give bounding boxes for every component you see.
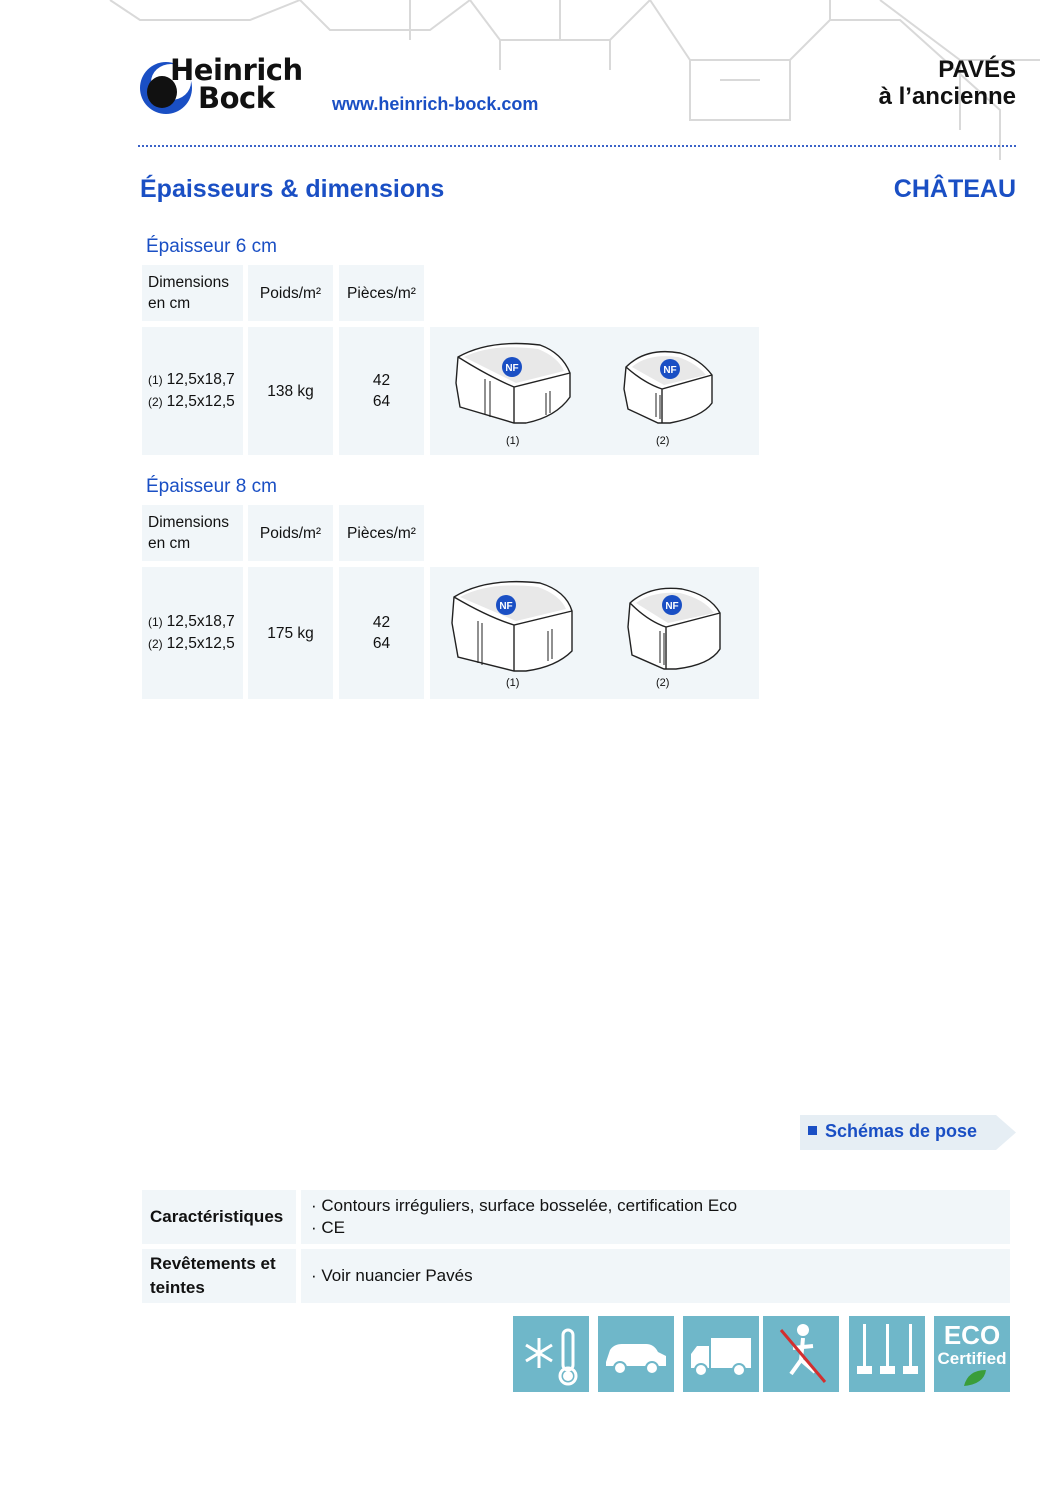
car-icon <box>598 1316 674 1392</box>
dim-value: 12,5x18,7 <box>166 613 235 630</box>
image-caption: (2) <box>656 677 670 689</box>
header-dimensions <box>142 505 243 561</box>
weight-cell: 175 kg <box>248 567 333 699</box>
weight-cell: 138 kg <box>248 327 333 455</box>
pieces-value: 42 <box>372 614 391 631</box>
header-dimensions <box>142 265 243 321</box>
product-name: CHÂTEAU <box>893 175 1016 203</box>
header-weight: Poids/m² <box>248 505 333 561</box>
dim-number: (2) <box>148 637 163 651</box>
coatings-value <box>301 1249 1010 1303</box>
square-bullet-icon <box>808 1126 817 1135</box>
pieces-value: 64 <box>372 393 391 410</box>
pieces-value: 64 <box>372 635 391 652</box>
header-weight: Poids/m² <box>248 265 333 321</box>
image-caption: (2) <box>656 435 670 447</box>
coatings-line: · Voir nuancier Pavés <box>311 1266 473 1285</box>
paver-images-cell <box>430 327 759 455</box>
pieces-value: 42 <box>372 372 391 389</box>
nf-badge-large: NF <box>505 363 519 374</box>
paver-large-icon <box>456 344 570 424</box>
header-dimensions-label: Dimensions en cm <box>148 514 229 552</box>
table-6cm-title: Épaisseur 6 cm <box>146 236 277 257</box>
paver-illustrations <box>430 567 759 699</box>
eco-badge-line2: Certified <box>937 1349 1007 1368</box>
paver-small-icon <box>624 352 712 423</box>
pose-button-text: Schémas de pose <box>825 1121 978 1141</box>
nf-badge-small: NF <box>663 365 677 376</box>
category-line2: à l’ancienne <box>878 83 1016 110</box>
image-caption: (1) <box>506 435 520 447</box>
logo-line1: Heinrich <box>170 53 303 87</box>
ce-mark: · CE <box>311 1218 345 1237</box>
nf-badge-large: NF <box>499 601 513 612</box>
dim-number: (1) <box>148 615 163 629</box>
section-title: Épaisseurs & dimensions <box>140 175 445 203</box>
paver-illustrations <box>430 327 759 455</box>
dim-value: 12,5x12,5 <box>166 635 235 652</box>
logo-line2: Bock <box>198 81 275 115</box>
coatings-label: Revêtements et teintes <box>142 1249 296 1303</box>
header-divider <box>138 145 1016 147</box>
header-pieces: Pièces/m² <box>339 265 424 321</box>
paver-small-icon <box>628 588 720 669</box>
characteristics-label: Caractéristiques <box>142 1190 296 1244</box>
cleaning-tools-icon <box>849 1316 925 1392</box>
pieces-cell <box>339 327 424 455</box>
no-pedestrian-icon <box>763 1316 839 1392</box>
schemas-de-pose-button[interactable] <box>800 1115 1016 1150</box>
dim-value: 12,5x12,5 <box>166 393 235 410</box>
eco-certified-icon <box>934 1316 1010 1392</box>
pose-button-label <box>808 1121 977 1142</box>
image-caption: (1) <box>506 677 520 689</box>
dim-value: 12,5x18,7 <box>166 371 235 388</box>
website-link[interactable]: www.heinrich-bock.com <box>332 94 539 114</box>
nf-badge-small: NF <box>665 601 679 612</box>
paver-large-icon <box>452 582 572 671</box>
characteristics-value <box>301 1190 1010 1244</box>
dimensions-cell <box>142 567 243 699</box>
characteristics-line1: · Contours irréguliers, surface bosselée, certification Eco <box>311 1196 738 1215</box>
header-pieces: Pièces/m² <box>339 505 424 561</box>
frost-resistant-icon <box>513 1316 589 1392</box>
category-title <box>879 56 1016 110</box>
truck-icon <box>683 1316 759 1392</box>
category-line1: PAVÉS <box>938 56 1016 83</box>
logo-text <box>170 53 303 115</box>
table-8cm-title: Épaisseur 8 cm <box>146 476 277 497</box>
pieces-cell <box>339 567 424 699</box>
eco-badge-line1: ECO <box>943 1320 1001 1350</box>
dimensions-cell <box>142 327 243 455</box>
paver-images-cell <box>430 567 759 699</box>
dim-number: (1) <box>148 373 163 387</box>
header-dimensions-label: Dimensions en cm <box>148 274 229 312</box>
dim-number: (2) <box>148 395 163 409</box>
